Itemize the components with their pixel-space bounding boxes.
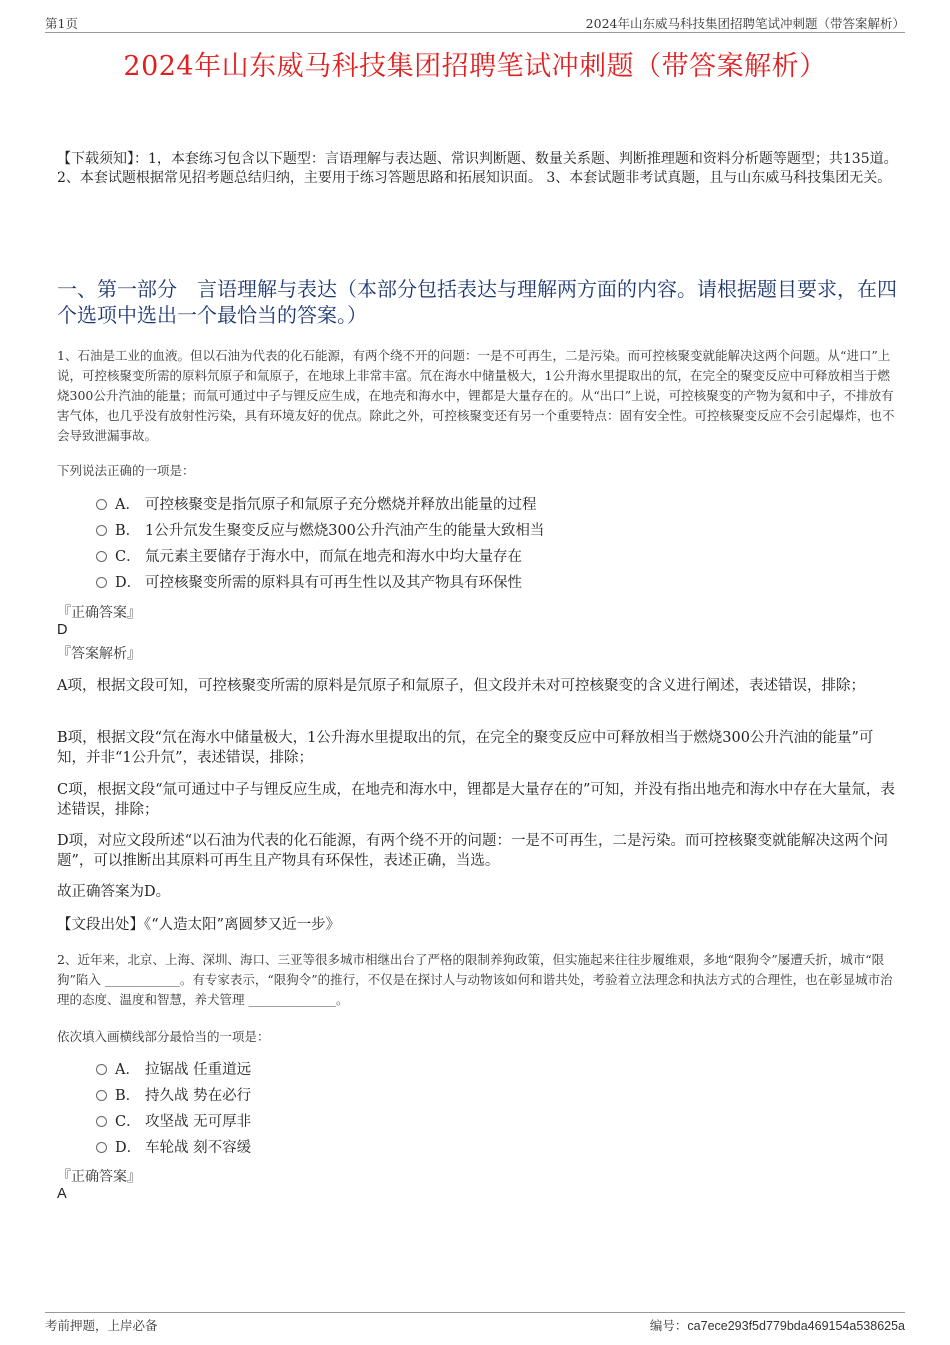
analysis-c: C项，根据文段“氚可通过中子与锂反应生成，在地壳和海水中，锂都是大量存在的”可知，并没有指出地壳和海水中存在大量氚，表述错误，排除； <box>57 782 895 818</box>
option-b[interactable]: B． 持久战 势在必行 <box>96 1083 251 1109</box>
radio-icon[interactable] <box>96 551 107 562</box>
question-1-prompt: 下列说法正确的一项是： <box>57 463 195 478</box>
analysis-source: 【文段出处】《“人造太阳”离圆梦又近一步》 <box>57 917 341 933</box>
option-a[interactable]: A． 可控核聚变是指氘原子和氚原子充分燃烧并释放出能量的过程 <box>96 492 544 518</box>
radio-icon[interactable] <box>96 577 107 588</box>
analysis-conclusion: 故正确答案为D。 <box>57 884 171 900</box>
radio-icon[interactable] <box>96 1090 107 1101</box>
question-2-prompt: 依次填入画横线部分最恰当的一项是： <box>57 1029 270 1044</box>
radio-icon[interactable] <box>96 1142 107 1153</box>
question-2-passage: 2、近年来，北京、上海、深圳、海口、三亚等很多城市相继出台了严格的限制养狗政策，但实施起来往往步履维艰，多地“限狗令”屡遭夭折，城市“限狗”陷入 ____________。有专家表示，“限狗令”的推行，不仅是在探讨人与动物该如何和谐共处，考验着立法理念和执法方式的合理性，也在彰显城市治理的态度、温度和智慧，养犬管理 ______________。 <box>57 952 893 1007</box>
radio-icon[interactable] <box>96 1064 107 1075</box>
analysis-label: 『答案解析』 <box>57 646 141 662</box>
header-doc-title: 2024年山东威马科技集团招聘笔试冲刺题（带答案解析） <box>585 16 905 31</box>
option-a[interactable]: A． 拉锯战 任重道远 <box>96 1057 251 1083</box>
analysis-a: A项，根据文段可知，可控核聚变所需的原料是氘原子和氚原子，但文段并未对可控核聚变的含义进行阐述，表述错误，排除； <box>57 678 865 694</box>
document-id: 编号：ca7ece293f5d779bda469154a538625a <box>649 1318 905 1333</box>
analysis-b: B项，根据文段“氘在海水中储量极大，1公升海水里提取出的氘，在完全的聚变反应中可释放相当于燃烧300公升汽油的能量”可知，并非“1公升氘”，表述错误，排除； <box>57 730 874 766</box>
question-2-options <box>96 1057 251 1161</box>
answer-label: 『正确答案』 <box>57 1169 141 1185</box>
question-1-passage: 1、石油是工业的血液。但以石油为代表的化石能源，有两个绕不开的问题：一是不可再生，二是污染。而可控核聚变就能解决这两个问题。从“进口”上说，可控核聚变所需的原料氘原子和氚原子，在地球上非常丰富。氘在海水中储量极大，1公升海水里提取出的氘，在完全的聚变反应中可释放相当于燃烧300公升汽油的能量；而氚可通过中子与锂反应生成，在地壳和海水中，锂都是大量存在的。从“出口”上说，可控核聚变的产物为氦和中子，不排放有害气体，也几乎没有放射性污染，具有环境友好的优点。除此之外，可控核聚变还有另一个重要特点：固有安全性。可控核聚变反应不会引起爆炸，也不会导致泄漏事故。 <box>57 348 895 443</box>
section-heading: 一、第一部分 言语理解与表达（本部分包括表达与理解两方面的内容。请根据题目要求，在四个选项中选出一个最恰当的答案。） <box>57 277 897 327</box>
option-d[interactable]: D． 车轮战 刻不容缓 <box>96 1135 251 1161</box>
page-number: 第1页 <box>45 16 78 31</box>
page-footer <box>45 1312 905 1336</box>
radio-icon[interactable] <box>96 1116 107 1127</box>
analysis-d: D项，对应文段所述“以石油为代表的化石能源，有两个绕不开的问题：一是不可再生，二是污染。而可控核聚变就能解决这两个问题”，可以推断出其原料可再生且产物具有环保性，表述正确，当选。 <box>57 833 889 869</box>
option-c[interactable]: C． 氚元素主要储存于海水中，而氚在地壳和海水中均大量存在 <box>96 544 544 570</box>
page-header <box>45 14 905 33</box>
answer-value: A <box>57 1186 67 1202</box>
option-d[interactable]: D． 可控核聚变所需的原料具有可再生性以及其产物具有环保性 <box>96 570 544 596</box>
radio-icon[interactable] <box>96 499 107 510</box>
option-c[interactable]: C． 攻坚战 无可厚非 <box>96 1109 251 1135</box>
footer-slogan: 考前押题，上岸必备 <box>45 1318 158 1333</box>
question-1-options <box>96 492 544 596</box>
document-title: 2024年山东威马科技集团招聘笔试冲刺题（带答案解析） <box>123 51 827 82</box>
download-notice: 【下载须知】：1，本套练习包含以下题型：言语理解与表达题、常识判断题、数量关系题、判断推理题和资料分析题等题型；共135道。 2、本套试题根据常见招考题总结归纳，主要用于练习答题思路和拓展知识面。 3、本套试题非考试真题，且与山东威马科技集团无关。 <box>57 151 898 186</box>
answer-label: 『正确答案』 <box>57 605 141 621</box>
radio-icon[interactable] <box>96 525 107 536</box>
answer-value: D <box>57 622 68 638</box>
option-b[interactable]: B． 1公升氘发生聚变反应与燃烧300公升汽油产生的能量大致相当 <box>96 518 544 544</box>
